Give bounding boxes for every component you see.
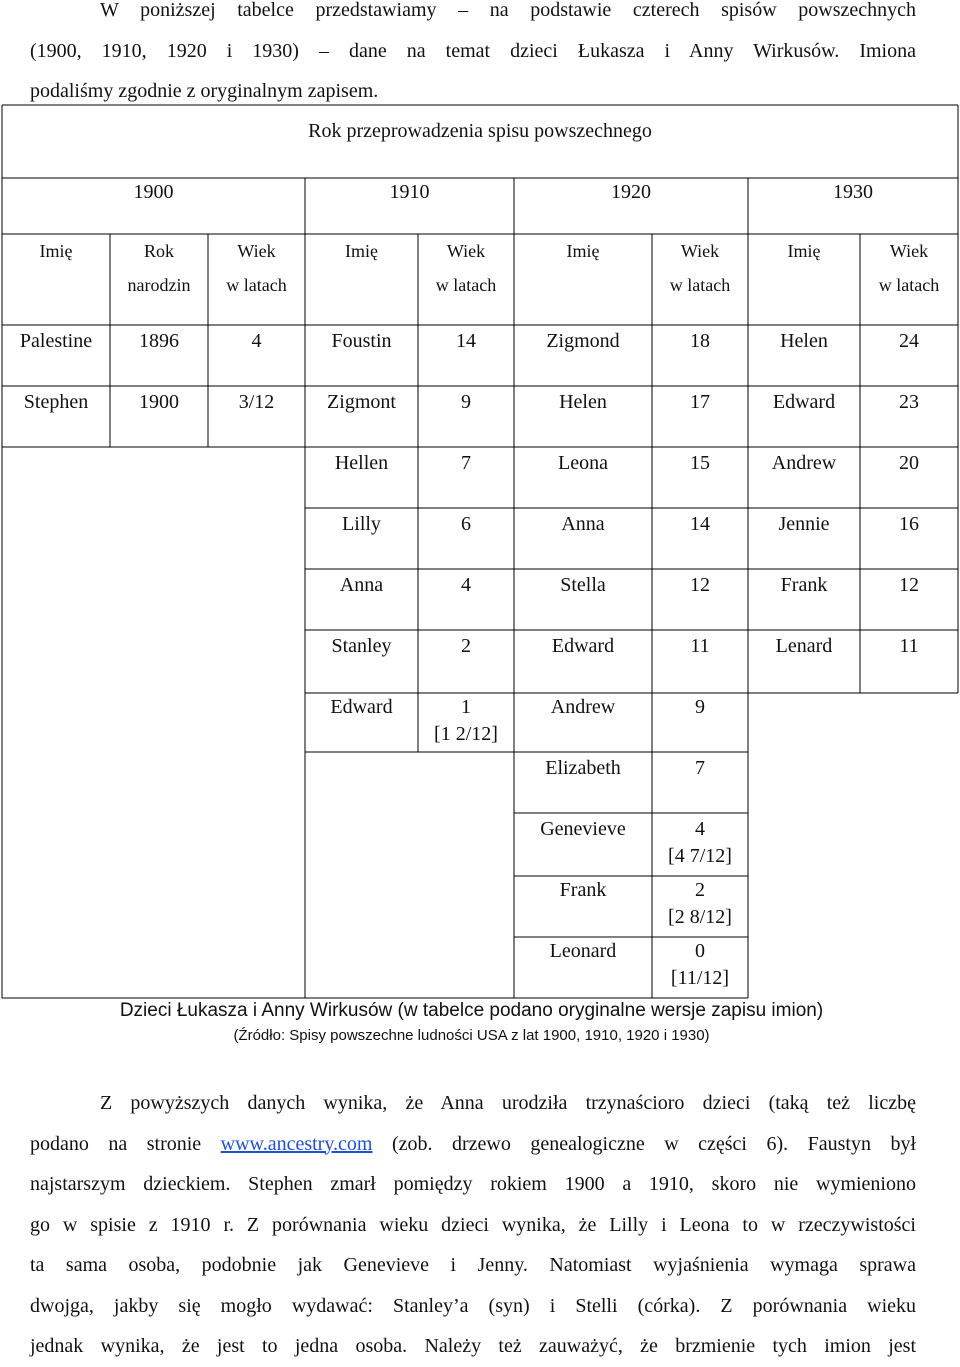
child-name-1930: Andrew xyxy=(771,452,837,474)
child-name-1910: Edward xyxy=(330,696,393,718)
child-age-1920: 0 [11/12] xyxy=(670,940,730,989)
child-age-1920: 4 [4 7/12] xyxy=(668,818,732,867)
child-age-1920: 9 xyxy=(695,696,705,718)
body-line: go w spisie z 1910 r. Z porównania wieku dzieci wynika, że Lilly i Leona to w rzeczywistości xyxy=(30,1213,916,1236)
birth-year-1900: 1900 xyxy=(139,391,179,413)
ancestry-link[interactable]: www.ancestry.com xyxy=(220,1132,373,1155)
child-name-1920: Elizabeth xyxy=(545,757,621,779)
child-name-1920: Andrew xyxy=(550,696,616,718)
body-paragraph xyxy=(30,1083,916,1367)
child-age-1910: 4 xyxy=(461,574,471,596)
child-age-1930: 12 xyxy=(899,574,919,596)
table-source: (Źródło: Spisy powszechne ludności USA z lat 1900, 1910, 1920 i 1930) xyxy=(233,1027,710,1044)
child-name-1930: Lenard xyxy=(775,635,833,657)
child-name-1920: Zigmond xyxy=(546,330,620,352)
child-name-1920: Frank xyxy=(559,879,607,901)
child-name-1920: Edward xyxy=(551,635,615,657)
child-age-1910: 6 xyxy=(461,513,471,535)
child-age-1920: 7 xyxy=(695,757,705,779)
child-age-1920: 18 xyxy=(690,330,710,352)
table-caption: Dzieci Łukasza i Anny Wirkusów (w tabelce podano oryginalne wersje zapisu imion) xyxy=(119,1000,824,1021)
child-age-1910: 2 xyxy=(461,635,471,657)
child-name-1930: Edward xyxy=(772,391,836,413)
child-name-1920: Stella xyxy=(560,574,606,596)
child-name-1920: Anna xyxy=(561,513,605,535)
intro-line: W poniższej tabelce przedstawiamy – na podstawie czterech spisów powszechnych xyxy=(100,0,916,21)
child-name-1920: Helen xyxy=(559,391,607,413)
child-name-1900: Palestine xyxy=(19,330,93,352)
column-header-wiek: Wiek w latach xyxy=(226,241,287,295)
child-name-1910: Anna xyxy=(339,574,384,596)
column-header-wiek: Wiek w latach xyxy=(669,241,731,295)
child-age-1930: 20 xyxy=(899,452,919,474)
child-age-1920: 14 xyxy=(690,513,710,535)
body-line: jednak wynika, że jest to jedna osoba. Należy też zauważyć, że brzmienie tych imion jest xyxy=(30,1335,916,1357)
column-header-imie: Imię xyxy=(39,241,73,261)
year-header: 1910 xyxy=(389,181,430,203)
intro-line: podaliśmy zgodnie z oryginalnym zapisem. xyxy=(30,80,379,102)
body-line: podano na stronie www.ancestry.com (zob. drzewo genealogiczne w części 6). Faustyn był xyxy=(30,1132,917,1155)
child-age-1930: 16 xyxy=(899,513,919,535)
year-header: 1900 xyxy=(133,181,174,203)
column-header-imie: Imię xyxy=(345,241,378,261)
child-age-1910: 1 [1 2/12] xyxy=(434,696,498,745)
column-header-imie: Imię xyxy=(566,241,600,261)
child-name-1910: Zigmont xyxy=(327,391,396,413)
child-age-1900: 3/12 xyxy=(238,391,275,413)
birth-year-1900: 1896 xyxy=(139,330,179,352)
column-header-wiek: Wiek w latach xyxy=(878,241,940,295)
child-name-1900: Stephen xyxy=(23,391,89,413)
column-header-rok: Rok narodzin xyxy=(127,241,191,295)
table-title: Rok przeprowadzenia spisu powszechnego xyxy=(308,120,652,142)
child-age-1920: 15 xyxy=(690,452,710,474)
child-age-1920: 17 xyxy=(690,391,710,413)
year-header: 1920 xyxy=(611,181,651,203)
child-name-1920: Genevieve xyxy=(540,818,626,840)
body-line: Z powyższych danych wynika, że Anna urodziła trzynaścioro dzieci (taką też liczbę xyxy=(100,1092,916,1114)
child-name-1930: Frank xyxy=(780,574,828,596)
child-age-1900: 4 xyxy=(251,330,262,352)
column-header-imie: Imię xyxy=(787,241,821,261)
child-age-1930: 11 xyxy=(899,635,919,657)
child-age-1920: 11 xyxy=(690,635,710,657)
body-line: najstarszym dzieckiem. Stephen zmarł pomiędzy rokiem 1900 a 1910, skoro nie wymieniono xyxy=(30,1173,916,1195)
child-age-1910: 9 xyxy=(461,391,471,413)
child-age-1930: 24 xyxy=(899,330,919,352)
child-name-1910: Foustin xyxy=(331,330,392,352)
child-age-1930: 23 xyxy=(899,391,919,413)
child-name-1910: Lilly xyxy=(342,513,381,535)
child-age-1920: 2 [2 8/12] xyxy=(668,879,732,928)
column-header-wiek: Wiek w latach xyxy=(435,241,497,295)
child-name-1920: Leona xyxy=(558,452,608,474)
child-name-1930: Jennie xyxy=(778,513,830,535)
child-name-1930: Helen xyxy=(780,330,828,352)
body-line: ta sama osoba, podobnie jak Genevieve i Jenny. Natomiast wyjaśnienia wymaga sprawa xyxy=(30,1254,916,1276)
child-name-1920: Leonard xyxy=(549,940,617,962)
child-age-1910: 14 xyxy=(456,330,476,352)
body-line: dwojga, jakby się mogło wydawać: Stanley’a (syn) i Stelli (córka). Z porównania wieku xyxy=(30,1294,916,1317)
year-header: 1930 xyxy=(833,181,873,203)
intro-line: (1900, 1910, 1920 i 1930) – dane na temat dzieci Łukasza i Anny Wirkusów. Imiona xyxy=(30,39,916,62)
child-name-1910: Hellen xyxy=(334,452,389,474)
child-age-1910: 7 xyxy=(461,452,471,474)
child-name-1910: Stanley xyxy=(331,635,392,657)
child-age-1920: 12 xyxy=(690,574,710,596)
